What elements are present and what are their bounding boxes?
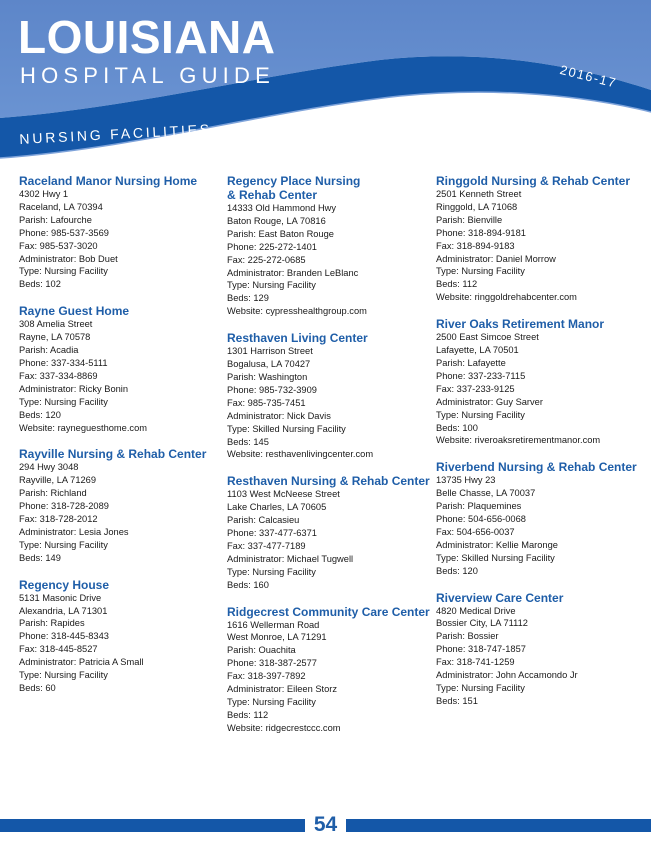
facility-detail-line: Beds: 160: [227, 579, 269, 590]
facility-detail-line: Beds: 149: [19, 552, 61, 563]
facility-name: Resthaven Living Center: [227, 331, 368, 346]
facility-detail-line: 14333 Old Hammond Hwy: [227, 203, 337, 213]
facility-detail-line: Parish: Bossier: [436, 631, 499, 642]
facility-detail-line: Website: ringgoldrehabcenter.com: [436, 292, 577, 303]
facility-detail-line: Beds: 112: [227, 709, 269, 720]
facility-entry: [436, 317, 641, 447]
facility-name: Regency House: [19, 577, 110, 592]
facility-detail-line: Fax: 318-397-7892: [227, 671, 306, 682]
facility-detail-line: Phone: 225-272-1401: [227, 241, 317, 252]
facility-entry: [227, 474, 432, 591]
facility-detail-line: Parish: Ouachita: [227, 645, 296, 656]
facility-detail-line: Ringgold, LA 71068: [436, 201, 518, 212]
facility-detail-line: Beds: 145: [227, 436, 269, 447]
facility-detail-line: Phone: 985-537-3569: [19, 227, 109, 238]
section-heading: NURSING FACILITIES: [19, 120, 213, 147]
facility-entry: [436, 174, 641, 304]
facility-detail-line: Fax: 318-445-8527: [19, 644, 98, 655]
facility-detail-line: Lake Charles, LA 70605: [227, 502, 327, 513]
facility-entry: [227, 174, 432, 318]
facility-detail-line: Beds: 120: [436, 565, 478, 576]
facility-detail-line: Phone: 318-445-8343: [19, 631, 109, 642]
facility-detail-line: Phone: 504-656-0068: [436, 514, 526, 525]
facility-detail-line: Type: Nursing Facility: [227, 566, 316, 577]
guide-subtitle: HOSPITAL GUIDE: [20, 63, 275, 88]
facility-detail-line: Lafayette, LA 70501: [436, 345, 519, 356]
facility-detail-line: Type: Nursing Facility: [19, 670, 108, 681]
facility-detail-line: Administrator: Daniel Morrow: [436, 253, 556, 264]
facility-detail-line: Phone: 318-387-2577: [227, 658, 317, 669]
facility-detail-line: Rayne, LA 70578: [19, 332, 91, 343]
guide-title: LOUISIANA: [18, 11, 276, 63]
facility-name: Ringgold Nursing & Rehab Center: [436, 174, 631, 188]
facility-detail-line: Type: Skilled Nursing Facility: [436, 552, 555, 563]
facility-detail-line: Administrator: Branden LeBlanc: [227, 267, 359, 278]
facility-detail-line: Fax: 985-537-3020: [19, 240, 98, 251]
facility-detail-line: 13735 Hwy 23: [436, 475, 496, 486]
facility-detail-line: Bossier City, LA 71112: [436, 618, 528, 629]
facility-detail-line: Type: Nursing Facility: [436, 683, 525, 693]
header-banner: [0, 0, 651, 170]
facility-detail-line: Type: Nursing Facility: [227, 280, 316, 291]
facility-detail-line: Website: rayneguesthome.com: [19, 422, 147, 433]
facility-detail-line: 1103 West McNeese Street: [227, 489, 340, 500]
facility-entry: [19, 304, 224, 434]
facility-detail-line: Type: Nursing Facility: [19, 539, 108, 550]
facility-detail-line: Parish: Rapides: [19, 618, 85, 629]
facility-detail-line: 1301 Harrison Street: [227, 346, 313, 357]
facility-detail-line: Fax: 337-477-7189: [227, 540, 306, 551]
facility-detail-line: Phone: 318-728-2089: [19, 501, 109, 512]
facility-detail-line: Website: ridgecrestccc.com: [227, 722, 341, 733]
facility-detail-line: Fax: 504-656-0037: [436, 526, 515, 537]
facility-detail-line: Administrator: Bob Duet: [19, 253, 118, 264]
facility-detail-line: Parish: Lafourche: [19, 214, 92, 225]
facility-detail-line: Baton Rouge, LA 70816: [227, 215, 326, 226]
facility-detail-line: Type: Nursing Facility: [436, 409, 525, 420]
facility-detail-line: Website: riveroaksretirementmanor.com: [436, 435, 601, 446]
facility-detail-line: 1616 Wellerman Road: [227, 619, 320, 630]
facility-detail-line: Type: Nursing Facility: [227, 697, 316, 707]
facility-detail-line: Parish: Acadia: [19, 345, 79, 356]
facility-name: River Oaks Retirement Manor: [436, 317, 605, 332]
column-2: [227, 174, 432, 748]
facility-entry: [436, 460, 641, 577]
facility-detail-line: Beds: 102: [19, 279, 61, 290]
facility-detail-line: Type: Nursing Facility: [19, 396, 108, 407]
facility-name: Rayne Guest Home: [19, 304, 130, 319]
facility-detail-line: Beds: 112: [436, 279, 478, 290]
facility-detail-line: Belle Chasse, LA 70037: [436, 488, 536, 499]
facility-detail-line: Administrator: Patricia A Small: [19, 657, 144, 668]
facility-detail-line: Beds: 129: [227, 293, 269, 304]
facility-detail-line: Parish: East Baton Rouge: [227, 228, 334, 239]
facility-detail-line: West Monroe, LA 71291: [227, 632, 327, 643]
facility-name: Ridgecrest Community Care Center: [227, 604, 430, 619]
facility-detail-line: 2500 East Simcoe Street: [436, 332, 539, 343]
facility-detail-line: 4820 Medical Drive: [436, 605, 516, 616]
facility-entry: [19, 578, 224, 695]
facility-detail-line: 2501 Kenneth Street: [436, 189, 522, 199]
facility-entry: [227, 331, 432, 461]
facility-detail-line: Beds: 120: [19, 409, 61, 420]
facility-detail-line: 4302 Hwy 1: [19, 189, 69, 199]
facility-detail-line: Website: cypresshealthgroup.com: [227, 306, 367, 317]
facility-detail-line: Raceland, LA 70394: [19, 201, 103, 212]
footer-bar-right: [346, 819, 651, 832]
facility-detail-line: Parish: Lafayette: [436, 357, 506, 368]
column-1: [19, 174, 224, 708]
facility-detail-line: Administrator: Nick Davis: [227, 410, 331, 421]
facility-detail-line: 294 Hwy 3048: [19, 462, 79, 473]
facility-detail-line: Administrator: Lesia Jones: [19, 526, 129, 537]
facility-detail-line: Beds: 151: [436, 695, 478, 706]
facility-entry: [19, 174, 224, 291]
facility-detail-line: Phone: 985-732-3909: [227, 384, 317, 395]
facility-detail-line: Beds: 100: [436, 422, 478, 433]
facility-detail-line: Type: Skilled Nursing Facility: [227, 423, 346, 434]
facility-detail-line: Website: resthavenlivingcenter.com: [227, 449, 374, 460]
facility-detail-line: 5131 Masonic Drive: [19, 592, 102, 603]
facility-name: & Rehab Center: [227, 188, 318, 202]
facility-name: Regency Place Nursing: [227, 174, 361, 188]
facility-detail-line: Fax: 318-894-9183: [436, 240, 515, 251]
facility-detail-line: Phone: 337-334-5111: [19, 357, 108, 368]
facility-detail-line: Parish: Washington: [227, 371, 308, 382]
facility-detail-line: Fax: 337-233-9125: [436, 383, 515, 394]
facility-entry: [227, 605, 432, 735]
facility-detail-line: Rayville, LA 71269: [19, 475, 97, 486]
facility-detail-line: Fax: 318-728-2012: [19, 514, 98, 525]
facility-detail-line: Phone: 337-233-7115: [436, 370, 526, 381]
facility-detail-line: Bogalusa, LA 70427: [227, 359, 311, 370]
facility-detail-line: Parish: Richland: [19, 488, 87, 499]
facility-name: Resthaven Nursing & Rehab Center: [227, 474, 430, 489]
facility-detail-line: Type: Nursing Facility: [19, 266, 108, 277]
facility-detail-line: Administrator: Michael Tugwell: [227, 553, 354, 564]
facility-detail-line: Fax: 985-735-7451: [227, 397, 306, 408]
facility-detail-line: Fax: 318-741-1259: [436, 657, 515, 668]
facility-detail-line: Administrator: Kellie Maronge: [436, 539, 558, 550]
facility-entry: [436, 591, 641, 708]
facility-detail-line: Administrator: John Accamondo Jr: [436, 670, 578, 681]
facility-detail-line: Parish: Calcasieu: [227, 515, 300, 526]
facility-detail-line: Phone: 318-894-9181: [436, 227, 526, 238]
facility-detail-line: Alexandria, LA 71301: [19, 605, 108, 616]
facility-detail-line: Parish: Plaquemines: [436, 501, 522, 512]
facility-name: Riverbend Nursing & Rehab Center: [436, 460, 637, 475]
facility-name: Rayville Nursing & Rehab Center: [19, 447, 207, 462]
facility-detail-line: Administrator: Ricky Bonin: [19, 383, 129, 394]
page-number: 54: [313, 813, 338, 836]
facility-entry: [19, 447, 224, 564]
facility-name: Riverview Care Center: [436, 590, 564, 605]
facility-detail-line: Parish: Bienville: [436, 214, 503, 225]
facility-detail-line: Type: Nursing Facility: [436, 266, 525, 277]
column-3: [436, 174, 641, 721]
facility-detail-line: Administrator: Eileen Storz: [227, 684, 338, 695]
facility-detail-line: Phone: 318-747-1857: [436, 644, 526, 655]
facility-name: Raceland Manor Nursing Home: [19, 174, 198, 188]
facility-detail-line: Fax: 225-272-0685: [227, 254, 306, 265]
facility-detail-line: Administrator: Guy Sarver: [436, 396, 543, 407]
facility-detail-line: Phone: 337-477-6371: [227, 528, 317, 539]
facility-detail-line: Fax: 337-334-8869: [19, 370, 98, 381]
facility-detail-line: 308 Amelia Street: [19, 319, 93, 330]
edition-year: 2016-17: [558, 62, 619, 91]
facility-detail-line: Beds: 60: [19, 683, 56, 693]
footer-bar-left: [0, 819, 305, 832]
